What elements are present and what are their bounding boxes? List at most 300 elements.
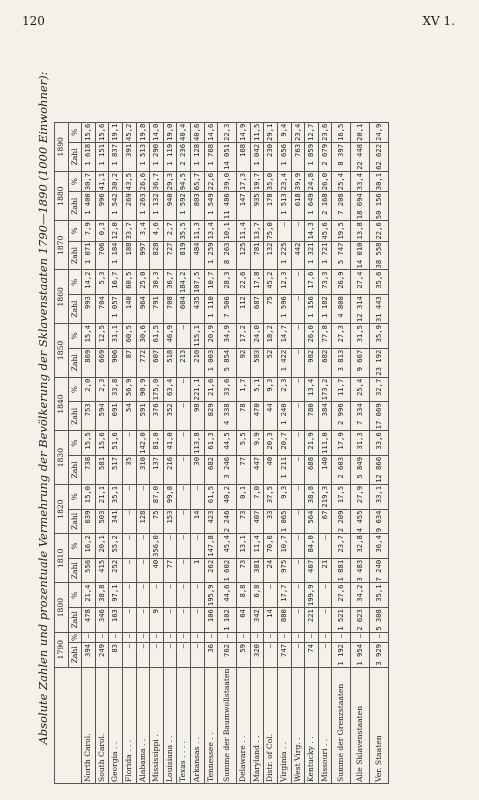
percent-cell: 25,4: [332, 171, 351, 191]
row-label: Florida . . .: [122, 667, 136, 783]
count-cell: 5 854: [218, 348, 237, 377]
count-cell: 341: [109, 509, 123, 534]
count-cell: 484: [190, 241, 204, 270]
count-cell: —: [291, 509, 305, 534]
percent-cell: 13,4: [204, 221, 218, 241]
count-cell: 869: [82, 348, 96, 377]
percent-cell: —: [291, 632, 305, 642]
count-cell: 591: [136, 402, 150, 431]
percent-cell: 11,3: [190, 221, 204, 241]
table-body: [82, 122, 389, 783]
count-cell: 1 156: [305, 295, 319, 324]
count-cell: 1 549: [204, 192, 218, 221]
section-label: XV 1.: [422, 14, 455, 28]
percent-cell: 34,9: [218, 324, 237, 349]
percent-cell: —: [150, 632, 164, 642]
count-cell: 92: [237, 348, 251, 377]
percent-cell: 14,2: [82, 270, 96, 295]
count-cell: 607: [150, 348, 164, 377]
percent-cell: 28,3: [218, 270, 237, 295]
year-header: 1880: [55, 171, 69, 220]
zahl-header: Zahl: [68, 348, 82, 377]
count-cell: 14 051: [218, 142, 237, 171]
percent-cell: 14,7: [277, 324, 291, 349]
count-cell: 447: [250, 455, 264, 484]
percent-cell: 17,6: [305, 270, 319, 295]
count-cell: 763: [291, 142, 305, 171]
percent-cell: 9,4: [277, 122, 291, 142]
percent-cell: 7,0: [250, 484, 264, 509]
count-cell: 44: [264, 402, 278, 431]
count-cell: 2 209: [332, 509, 351, 534]
percent-cell: —: [177, 534, 191, 559]
row-label: North Carol.: [82, 667, 96, 783]
count-cell: 8 397: [332, 142, 351, 171]
percent-header: %: [68, 171, 82, 191]
percent-cell: 31,1: [109, 324, 123, 349]
percent-cell: —: [177, 377, 191, 402]
percent-cell: 30,6: [136, 324, 150, 349]
zahl-header: Zahl: [68, 402, 82, 431]
percent-cell: 60,5: [122, 270, 136, 295]
percent-cell: 19,1: [109, 122, 123, 142]
count-cell: 1 065: [277, 509, 291, 534]
percent-cell: 81,0: [150, 431, 164, 456]
percent-cell: 31,3: [351, 431, 370, 456]
percent-cell: 19,5: [332, 221, 351, 241]
zahl-header: Zahl: [68, 608, 82, 633]
count-cell: 4 808: [332, 295, 351, 324]
year-header: 1840: [55, 377, 69, 431]
count-cell: 691: [109, 402, 123, 431]
percent-cell: —: [291, 221, 305, 241]
percent-cell: 0,3: [95, 221, 109, 241]
table-row: [163, 122, 177, 783]
percent-cell: 40,2: [218, 484, 237, 509]
percent-cell: 26,6: [136, 171, 150, 191]
count-cell: 2 168: [318, 192, 332, 221]
percent-cell: —: [190, 632, 204, 642]
percent-cell: 19,7: [250, 171, 264, 191]
table-row: [305, 122, 319, 783]
count-cell: 40: [264, 455, 278, 484]
zahl-header: Zahl: [68, 642, 82, 667]
table-row: [218, 122, 237, 783]
count-cell: 1 521: [332, 608, 351, 633]
percent-cell: 17,9: [332, 431, 351, 456]
count-cell: —: [291, 642, 305, 667]
percent-cell: 26,9: [332, 270, 351, 295]
percent-cell: 39,9: [291, 171, 305, 191]
count-cell: 435: [190, 295, 204, 324]
percent-cell: 15,6: [95, 431, 109, 456]
percent-cell: —: [122, 583, 136, 608]
percent-cell: 11,4: [237, 221, 251, 241]
row-label: Louisiana . .: [163, 667, 177, 783]
count-cell: 352: [163, 402, 177, 431]
count-cell: 269: [122, 192, 136, 221]
percent-cell: 27,3: [332, 324, 351, 349]
percent-cell: 9,9: [250, 431, 264, 456]
percent-cell: 21,1: [95, 484, 109, 509]
count-cell: 2 679: [318, 142, 332, 171]
percent-cell: 20,1: [95, 534, 109, 559]
count-cell: 4 338: [218, 402, 237, 431]
percent-cell: 45,2: [122, 122, 136, 142]
percent-cell: —: [177, 431, 191, 456]
count-cell: 1 182: [318, 295, 332, 324]
percent-cell: —: [277, 221, 291, 241]
count-cell: 78: [237, 402, 251, 431]
count-cell: —: [291, 295, 305, 324]
count-cell: 706: [95, 241, 109, 270]
count-cell: 1 003: [204, 348, 218, 377]
count-cell: 376: [150, 402, 164, 431]
percent-header: %: [68, 484, 82, 509]
percent-cell: —: [277, 632, 291, 642]
percent-cell: 30,2: [109, 171, 123, 191]
percent-cell: 35,5: [177, 221, 191, 241]
percent-cell: 13,4: [305, 377, 319, 402]
percent-cell: 173,2: [318, 377, 332, 402]
count-cell: 147: [237, 192, 251, 221]
percent-cell: —: [370, 632, 389, 642]
percent-cell: 356,0: [150, 534, 164, 559]
percent-cell: —: [136, 632, 150, 642]
percent-cell: 16,2: [82, 534, 96, 559]
count-cell: 7 208: [332, 192, 351, 221]
count-cell: 594: [95, 402, 109, 431]
percent-cell: 16,7: [109, 270, 123, 295]
percent-cell: 32,7: [370, 377, 389, 402]
count-cell: 2 623: [351, 608, 370, 633]
count-cell: 7 240: [370, 558, 389, 583]
percent-header: %: [68, 122, 82, 142]
count-cell: —: [136, 608, 150, 633]
percent-cell: 107,5: [190, 270, 204, 295]
percent-cell: 113,8: [190, 431, 204, 456]
percent-cell: 19,8: [136, 122, 150, 142]
count-cell: 478: [82, 608, 96, 633]
count-cell: 708: [163, 295, 177, 324]
count-cell: 35: [122, 455, 136, 484]
table-row: [332, 122, 351, 783]
row-label: Arkansas . .: [190, 667, 204, 783]
percent-cell: 65,7: [190, 171, 204, 191]
percent-cell: —: [177, 632, 191, 642]
percent-cell: 27,6: [332, 583, 351, 608]
count-cell: 687: [250, 295, 264, 324]
count-cell: 1 954: [351, 642, 370, 667]
count-cell: 74: [305, 642, 319, 667]
count-cell: 1 057: [109, 295, 123, 324]
percent-cell: 61,3: [204, 431, 218, 456]
percent-cell: 26,0: [305, 324, 319, 349]
percent-cell: 35,9: [370, 324, 389, 349]
row-label: Maryland . .: [250, 667, 264, 783]
percent-cell: 11,5: [250, 122, 264, 142]
percent-cell: —: [264, 583, 278, 608]
percent-cell: —: [177, 484, 191, 509]
percent-cell: 12,3: [277, 270, 291, 295]
count-cell: 50 156: [370, 192, 389, 221]
count-cell: 40: [150, 558, 164, 583]
count-cell: 423: [204, 509, 218, 534]
count-cell: 738: [82, 455, 96, 484]
count-cell: 1 110: [204, 295, 218, 324]
count-cell: 262: [204, 558, 218, 583]
percent-cell: 9,3: [264, 377, 278, 402]
count-cell: 52: [264, 348, 278, 377]
count-cell: —: [136, 642, 150, 667]
count-cell: 803: [190, 192, 204, 221]
percent-cell: —: [291, 324, 305, 349]
year-header-row: [55, 122, 69, 783]
percent-cell: 10,1: [218, 221, 237, 241]
count-cell: 682: [204, 455, 218, 484]
percent-cell: 39,0: [218, 171, 237, 191]
count-cell: —: [177, 608, 191, 633]
percent-cell: 175,0: [150, 377, 164, 402]
count-cell: 73: [237, 558, 251, 583]
count-cell: 38 558: [370, 241, 389, 270]
count-cell: 1 184: [109, 241, 123, 270]
count-cell: 1 225: [277, 241, 291, 270]
count-cell: 993: [82, 295, 96, 324]
count-cell: 1 132: [150, 192, 164, 221]
table-row: [136, 122, 150, 783]
percent-cell: 219,3: [318, 484, 332, 509]
count-cell: 1 400: [82, 192, 96, 221]
count-cell: 906: [109, 348, 123, 377]
table-row: [82, 122, 96, 783]
percent-header: %: [68, 431, 82, 456]
percent-cell: 75,0: [264, 221, 278, 241]
percent-header: %: [68, 377, 82, 402]
percent-cell: —: [190, 583, 204, 608]
count-cell: 604: [177, 295, 191, 324]
percent-cell: 30,3: [150, 270, 164, 295]
percent-header: %: [68, 534, 82, 559]
percent-cell: —: [318, 583, 332, 608]
count-cell: —: [291, 608, 305, 633]
percent-cell: 35,6: [370, 270, 389, 295]
count-cell: 1 542: [109, 192, 123, 221]
count-cell: 1 513: [277, 192, 291, 221]
count-cell: —: [177, 455, 191, 484]
percent-cell: 147,8: [204, 534, 218, 559]
percent-cell: 20,7: [277, 431, 291, 456]
count-cell: 5 308: [370, 608, 389, 633]
percent-cell: 36,7: [150, 171, 164, 191]
count-cell: 153: [163, 509, 177, 534]
percent-cell: 14,0: [150, 122, 164, 142]
percent-cell: 77,8: [318, 324, 332, 349]
percent-cell: 17,8: [250, 270, 264, 295]
percent-cell: 2,7: [163, 221, 177, 241]
percent-cell: 199,9: [305, 583, 319, 608]
row-label: Summe der Grenzstaaten: [332, 667, 351, 783]
percent-cell: 10,7: [204, 270, 218, 295]
count-cell: 1 422: [277, 348, 291, 377]
percent-cell: 22,6: [370, 221, 389, 241]
percent-cell: 15,6: [95, 122, 109, 142]
count-cell: 5 747: [332, 241, 351, 270]
count-cell: 940: [163, 192, 177, 221]
count-cell: —: [177, 558, 191, 583]
row-label: Missouri . .: [318, 667, 332, 783]
count-cell: 407: [305, 558, 319, 583]
percent-cell: —: [305, 632, 319, 642]
percent-cell: —: [291, 534, 305, 559]
percent-cell: 15,5: [82, 431, 96, 456]
percent-cell: 45,4: [218, 534, 237, 559]
count-cell: 1 240: [277, 402, 291, 431]
count-cell: 581: [95, 455, 109, 484]
count-cell: 342: [250, 608, 264, 633]
zahl-header: Zahl: [68, 192, 82, 221]
table-row: [190, 122, 204, 783]
count-cell: —: [291, 558, 305, 583]
year-header: 1860: [55, 270, 69, 324]
percent-cell: —: [122, 534, 136, 559]
zahl-header: Zahl: [68, 241, 82, 270]
year-header: 1830: [55, 431, 69, 485]
count-cell: 17 069: [370, 402, 389, 431]
count-cell: 688: [305, 455, 319, 484]
percent-cell: 19,0: [163, 122, 177, 142]
row-label: Ver. Staaten: [370, 667, 389, 783]
count-cell: —: [291, 348, 305, 377]
percent-cell: 60,5: [122, 324, 136, 349]
percent-cell: —: [237, 632, 251, 642]
count-cell: 583: [250, 348, 264, 377]
count-cell: —: [177, 642, 191, 667]
percent-cell: 70,6: [264, 534, 278, 559]
count-cell: 36: [204, 642, 218, 667]
percent-cell: 84,0: [305, 534, 319, 559]
count-cell: 982: [305, 348, 319, 377]
table-row: [370, 122, 389, 783]
percent-cell: 221,1: [190, 377, 204, 402]
count-cell: 791: [150, 295, 164, 324]
percent-cell: 15,4: [82, 324, 96, 349]
percent-cell: 15,6: [82, 122, 96, 142]
percent-cell: 35,1: [370, 583, 389, 608]
row-label: West Virg. .: [291, 667, 305, 783]
percent-cell: —: [190, 484, 204, 509]
table-row: [95, 122, 109, 783]
count-cell: —: [136, 558, 150, 583]
row-label: Virginia . .: [277, 667, 291, 783]
percent-cell: 29,3: [163, 171, 177, 191]
count-cell: 252: [109, 558, 123, 583]
count-cell: —: [122, 642, 136, 667]
count-cell: 407: [250, 509, 264, 534]
percent-cell: —: [150, 583, 164, 608]
row-label: Summe der Baumwollstaaten: [218, 667, 237, 783]
count-cell: 564: [305, 509, 319, 534]
percent-cell: 38,8: [95, 583, 109, 608]
count-cell: 618: [291, 192, 305, 221]
percent-cell: —: [95, 632, 109, 642]
percent-cell: —: [332, 632, 351, 642]
year-header: 1790: [55, 632, 69, 667]
count-cell: 1 259: [204, 241, 218, 270]
count-cell: 517: [109, 455, 123, 484]
percent-cell: 35,1: [109, 484, 123, 509]
percent-header: %: [68, 270, 82, 295]
count-cell: 727: [163, 241, 177, 270]
count-cell: 128: [136, 509, 150, 534]
percent-cell: —: [291, 484, 305, 509]
percent-cell: —: [136, 583, 150, 608]
percent-cell: —: [177, 583, 191, 608]
count-cell: 1 119: [163, 142, 177, 171]
percent-cell: 34,2: [351, 583, 370, 608]
count-cell: 639: [82, 509, 96, 534]
count-cell: 7 334: [351, 402, 370, 431]
count-cell: 1 071: [82, 241, 96, 270]
table-row: [204, 122, 218, 783]
count-cell: 747: [277, 642, 291, 667]
population-table: [54, 122, 389, 784]
percent-cell: 61,5: [204, 484, 218, 509]
count-cell: 1 602: [218, 558, 237, 583]
count-cell: 391: [122, 142, 136, 171]
count-cell: 1 721: [318, 241, 332, 270]
percent-cell: 6,8: [250, 583, 264, 608]
count-cell: 1: [190, 558, 204, 583]
year-header: 1870: [55, 221, 69, 270]
count-cell: 12 314: [351, 295, 370, 324]
count-cell: 1 128: [190, 142, 204, 171]
percent-cell: —: [82, 632, 96, 642]
percent-cell: 21,4: [82, 583, 96, 608]
count-cell: 682: [318, 348, 332, 377]
count-cell: 346: [95, 608, 109, 633]
percent-cell: 41,0: [163, 431, 177, 456]
table-row: [109, 122, 123, 783]
count-cell: 11 486: [218, 192, 237, 221]
row-label: Kentucky . .: [305, 667, 319, 783]
count-cell: 24: [264, 558, 278, 583]
count-cell: 704: [95, 295, 109, 324]
percent-cell: 17,5: [332, 484, 351, 509]
count-cell: 1 102: [218, 608, 237, 633]
count-cell: 780: [305, 402, 319, 431]
zahl-header: Zahl: [68, 142, 82, 171]
count-cell: 556: [82, 558, 96, 583]
percent-cell: 23,7: [332, 534, 351, 559]
count-cell: 781: [250, 241, 264, 270]
row-label: Mississippi .: [150, 667, 164, 783]
percent-cell: —: [136, 484, 150, 509]
count-cell: 2 996: [332, 402, 351, 431]
count-cell: 394: [82, 642, 96, 667]
percent-cell: —: [291, 377, 305, 402]
zahl-header: Zahl: [68, 558, 82, 583]
percent-cell: 13,1: [237, 534, 251, 559]
percent-cell: 20,9: [204, 324, 218, 349]
percent-cell: 25,4: [351, 377, 370, 402]
count-cell: 137: [150, 455, 164, 484]
count-cell: 518: [163, 348, 177, 377]
count-cell: 22 448: [351, 142, 370, 171]
count-cell: 98: [190, 402, 204, 431]
percent-cell: 8,8: [237, 583, 251, 608]
percent-cell: —: [264, 632, 278, 642]
